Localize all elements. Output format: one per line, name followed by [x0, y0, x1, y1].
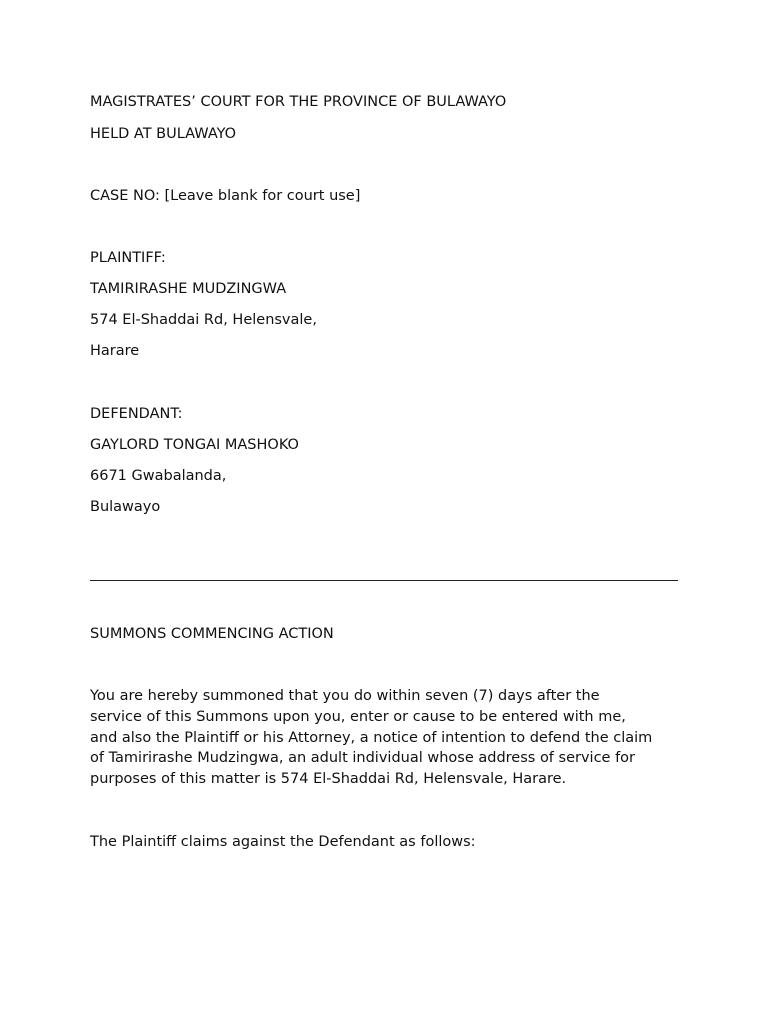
summons-paragraph-line: service of this Summons upon you, enter or cause to be entered with me,: [90, 708, 626, 725]
summons-paragraph-line: purposes of this matter is 574 El-Shaddai Rd, Helensvale, Harare.: [90, 771, 567, 788]
summons-paragraph-line: and also the Plaintiff or his Attorney, a notice of intention to defend the claim: [90, 729, 653, 746]
defendant-label: DEFENDANT:: [90, 406, 183, 422]
summons-title: SUMMONS COMMENCING ACTION: [90, 626, 334, 642]
court-heading: MAGISTRATES’ COURT FOR THE PROVINCE OF BULAWAYO: [90, 94, 507, 110]
summons-paragraph-line: of Tamirirashe Mudzingwa, an adult individual whose address of service for: [90, 750, 636, 767]
defendant-address-line2: Bulawayo: [90, 499, 161, 515]
section-divider: [90, 580, 678, 581]
plaintiff-name: TAMIRIRASHE MUDZINGWA: [90, 281, 287, 297]
plaintiff-label: PLAINTIFF:: [90, 250, 166, 266]
defendant-name: GAYLORD TONGAI MASHOKO: [90, 437, 299, 453]
plaintiff-address-line2: Harare: [90, 343, 140, 359]
defendant-address-line1: 6671 Gwabalanda,: [90, 468, 227, 484]
case-number-line: CASE NO: [Leave blank for court use]: [90, 188, 361, 204]
plaintiff-address-line1: 574 El-Shaddai Rd, Helensvale,: [90, 312, 317, 328]
summons-paragraph: [90, 686, 690, 790]
claims-intro: The Plaintiff claims against the Defendant as follows:: [90, 834, 476, 850]
held-at-line: HELD AT BULAWAYO: [90, 126, 237, 142]
summons-paragraph-line: You are hereby summoned that you do within seven (7) days after the: [90, 688, 600, 704]
